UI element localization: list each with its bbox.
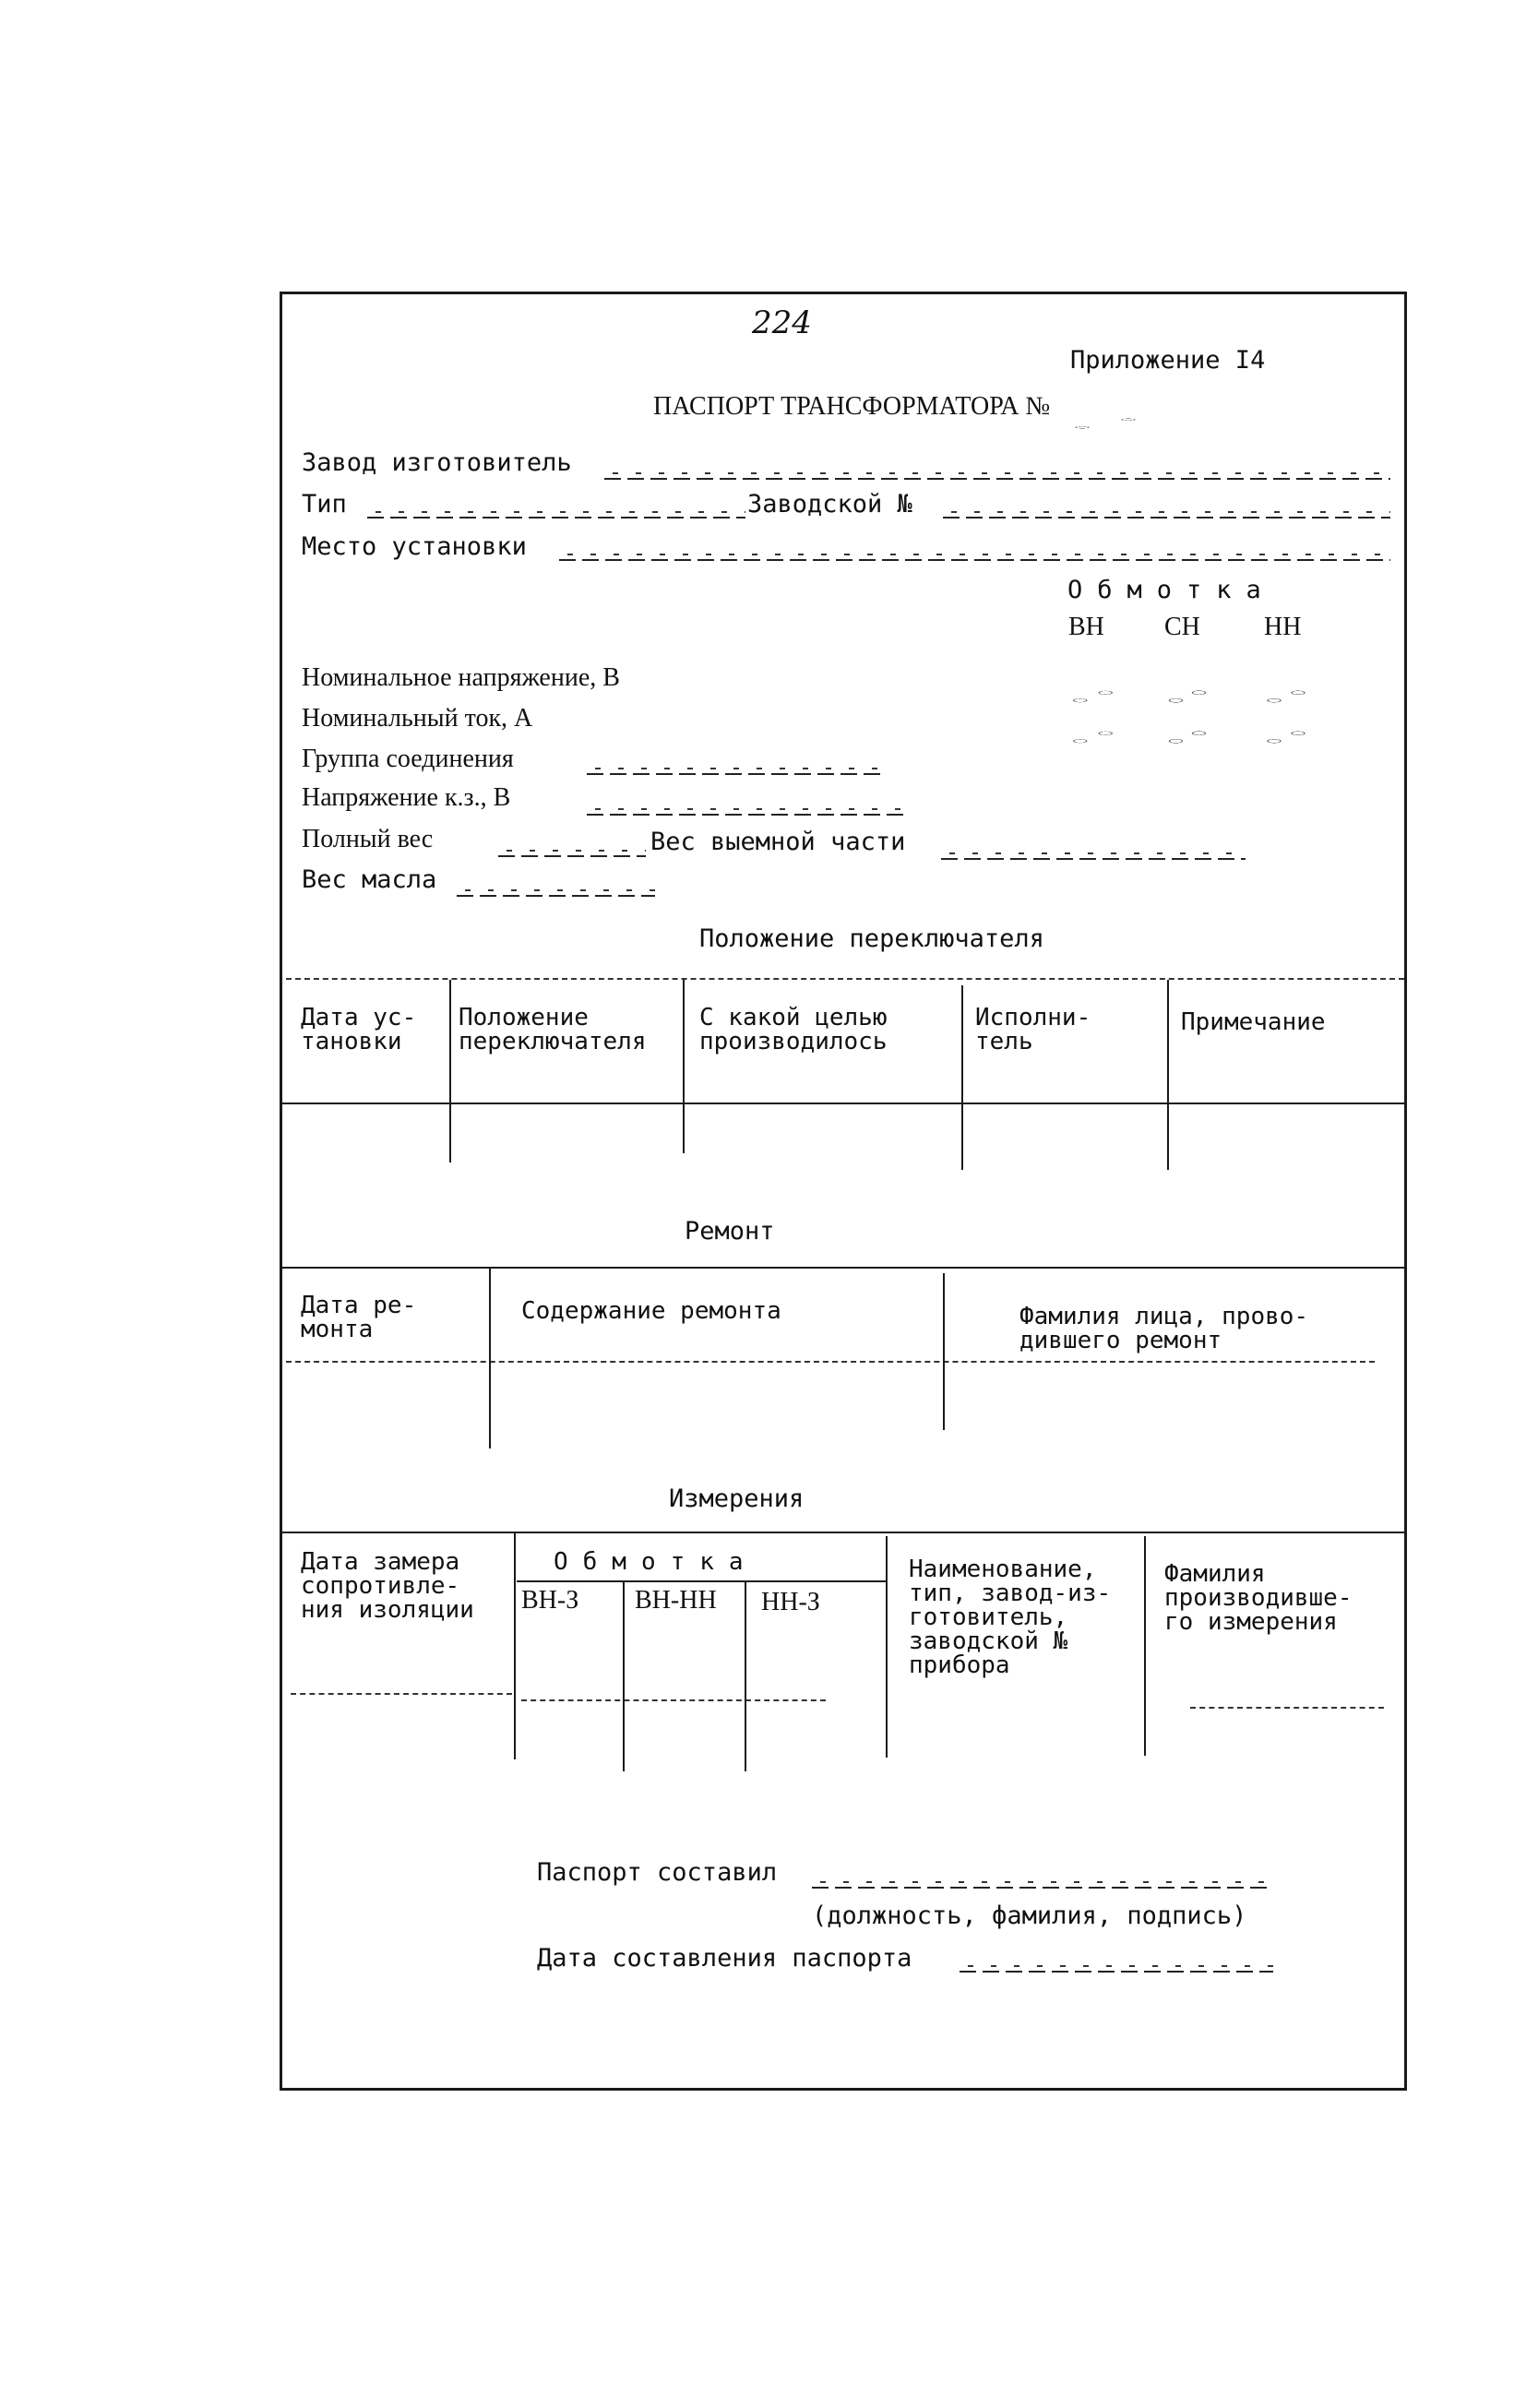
switch-col-divider xyxy=(683,980,685,1153)
connection-group-label: Группа соединения xyxy=(302,745,514,773)
sc-voltage-label: Напряжение к.з., В xyxy=(302,783,511,812)
compile-date-label: Дата составления паспорта xyxy=(537,1944,912,1973)
measure-table-top xyxy=(281,1532,1404,1533)
measure-col-divider xyxy=(886,1536,888,1758)
serial-blank xyxy=(943,506,1390,520)
measure-header-person: Фамилия производивше- го измерения xyxy=(1164,1560,1353,1636)
removable-weight-blank xyxy=(941,847,1246,862)
switch-header-executor: Исполни- тель xyxy=(975,1004,1091,1055)
measure-col-divider xyxy=(623,1582,625,1771)
compile-date-blank xyxy=(960,1960,1273,1974)
oil-weight-blank xyxy=(457,884,655,899)
winding-header: Обмотка xyxy=(1067,576,1276,604)
passport-number-blank xyxy=(1059,417,1151,430)
measure-col-divider xyxy=(1144,1536,1146,1756)
switch-col-divider xyxy=(1167,980,1169,1170)
measure-col-vn3: ВН-З xyxy=(521,1586,579,1615)
measure-row-line xyxy=(1190,1707,1384,1709)
page-title: ПАСПОРТ ТРАНСФОРМАТОРА № xyxy=(653,392,1051,421)
total-weight-blank xyxy=(498,844,646,859)
repair-header-content: Содержание ремонта xyxy=(521,1297,781,1325)
switch-header-purpose: С какой целью производилось xyxy=(699,1004,888,1055)
current-vn-blank xyxy=(1067,731,1118,744)
winding-col-vn: ВН xyxy=(1068,613,1104,641)
compiled-by-label: Паспорт составил xyxy=(537,1858,778,1887)
measure-winding-subline xyxy=(517,1580,886,1582)
compiled-by-hint: (должность, фамилия, подпись) xyxy=(812,1901,1247,1930)
manufacturer-blank xyxy=(604,467,1390,482)
measure-header-date: Дата замера сопротивле- ния изоляции xyxy=(301,1548,474,1624)
repair-col-divider xyxy=(943,1273,945,1430)
type-blank xyxy=(367,506,745,520)
measure-header-device: Наименование, тип, завод-из- готовитель, заводской № прибора xyxy=(909,1556,1112,1679)
current-nn-blank xyxy=(1262,731,1310,744)
total-weight-label: Полный вес xyxy=(302,825,434,853)
winding-col-nn: НН xyxy=(1264,613,1302,641)
repair-table-row-line xyxy=(286,1361,1375,1363)
switch-header-date: Дата ус- тановки xyxy=(301,1004,417,1055)
repair-header-person: Фамилия лица, прово- дившего ремонт xyxy=(1019,1303,1309,1354)
switch-header-note: Примечание xyxy=(1181,1008,1326,1036)
location-label: Место установки xyxy=(302,532,527,561)
measure-col-vnnn: ВН-НН xyxy=(635,1586,717,1615)
connection-group-blank xyxy=(587,762,887,777)
voltage-nn-blank xyxy=(1262,690,1310,703)
current-sn-blank xyxy=(1164,731,1210,744)
manufacturer-label: Завод изготовитель xyxy=(302,448,572,477)
measure-col-divider xyxy=(514,1533,516,1759)
type-label: Тип xyxy=(302,490,347,519)
repair-col-divider xyxy=(489,1269,491,1448)
switch-table-top xyxy=(286,978,1404,980)
voltage-vn-blank xyxy=(1067,690,1118,703)
rated-voltage-label: Номинальное напряжение, В xyxy=(302,663,620,692)
removable-weight-label: Вес выемной части xyxy=(650,828,906,856)
appendix-label: Приложение I4 xyxy=(1070,346,1266,375)
switch-col-divider xyxy=(449,980,451,1162)
winding-col-sn: СН xyxy=(1164,613,1200,641)
location-blank xyxy=(559,548,1390,563)
oil-weight-label: Вес масла xyxy=(302,865,437,894)
sc-voltage-blank xyxy=(587,803,910,817)
measure-header-winding: Обмотка xyxy=(554,1548,758,1576)
rated-current-label: Номинальный ток, А xyxy=(302,704,533,733)
repair-table-top xyxy=(281,1267,1404,1269)
measure-section-heading: Измерения xyxy=(669,1484,805,1513)
compiled-by-blank xyxy=(812,1876,1273,1890)
measure-row-line xyxy=(291,1693,512,1695)
switch-header-position: Положение переключателя xyxy=(459,1004,647,1055)
measure-col-divider xyxy=(745,1582,746,1771)
switch-section-heading: Положение переключателя xyxy=(699,924,1044,953)
measure-col-nn3: НН-З xyxy=(761,1588,820,1616)
page-number: 224 xyxy=(752,304,812,341)
repair-header-date: Дата ре- монта xyxy=(301,1292,417,1343)
repair-section-heading: Ремонт xyxy=(685,1217,775,1246)
measure-row-line xyxy=(521,1699,826,1701)
serial-label: Заводской № xyxy=(747,490,912,519)
switch-col-divider xyxy=(961,985,963,1170)
voltage-sn-blank xyxy=(1164,690,1210,703)
